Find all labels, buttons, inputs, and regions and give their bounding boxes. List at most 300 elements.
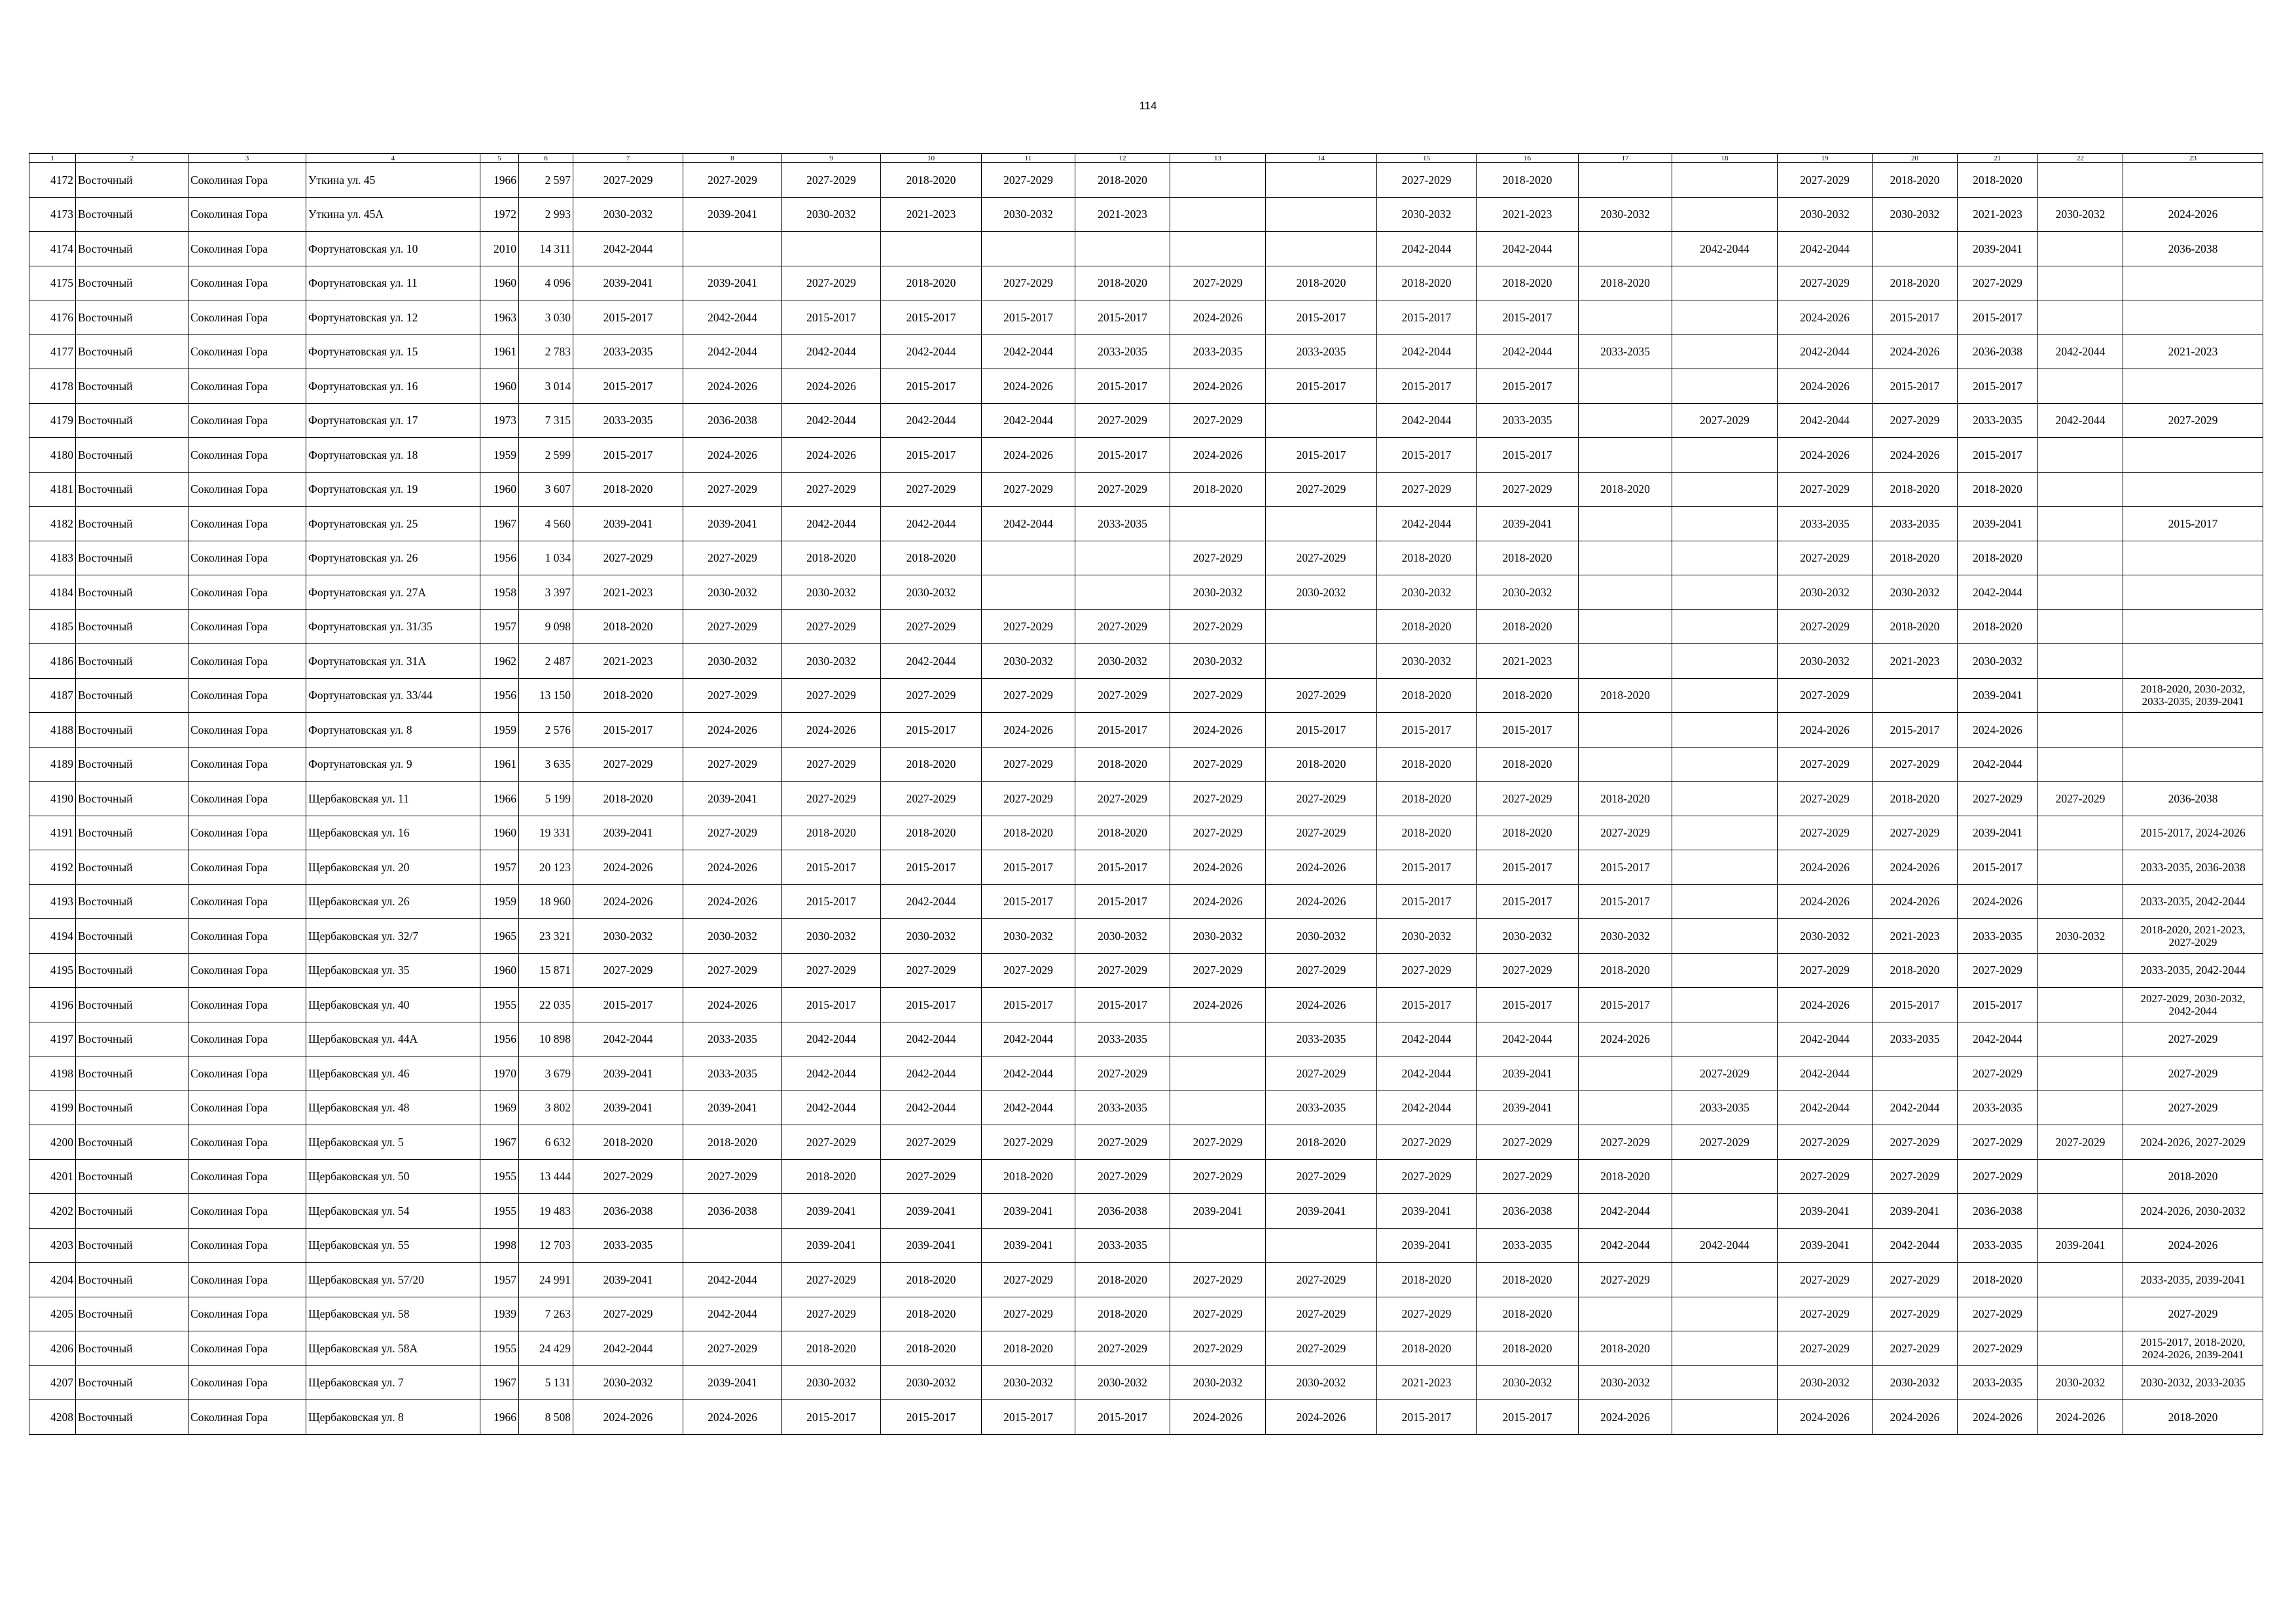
column-number-header: 10 [881,154,982,163]
table-cell: 2030-2032 [1778,644,1873,679]
column-number-header: 8 [683,154,782,163]
table-cell: 2039-2041 [683,1365,782,1400]
table-cell [2123,713,2263,748]
table-cell: 2027-2029 [782,953,881,988]
table-cell: 2027-2029 [1778,678,1873,713]
table-row [29,1159,2263,1194]
table-cell: 4176 [29,300,76,335]
table-cell [2038,1331,2123,1366]
table-cell: 2030-2032 [1075,644,1170,679]
table-row [29,1022,2263,1056]
column-number-header: 3 [188,154,306,163]
table-cell: 2018-2020 [782,1331,881,1366]
column-number-header: 22 [2038,154,2123,163]
table-cell [1873,678,1958,713]
table-cell [1672,609,1778,644]
table-cell: 2042-2044 [1579,1228,1672,1263]
table-cell: Фортунатовская ул. 31/35 [306,609,480,644]
table-cell: 2015-2017 [1477,884,1579,919]
table-cell: 2018-2020 [1873,609,1958,644]
table-cell: 2 576 [519,713,573,748]
table-cell: 2030-2032 [1579,919,1672,954]
table-cell: 2015-2017 [782,988,881,1022]
table-cell: 2039-2041 [782,1228,881,1263]
table-cell: 2033-2035 [1958,403,2038,438]
table-cell [1579,1297,1672,1331]
table-cell: 2027-2029 [1672,1125,1778,1160]
table-cell: 4 560 [519,507,573,541]
table-cell: 2027-2029 [2038,782,2123,816]
table-cell: 2 993 [519,197,573,232]
table-cell: 2015-2017 [1477,369,1579,404]
table-cell: 2015-2017 [1377,850,1477,885]
table-cell: 2042-2044 [881,1056,982,1091]
table-cell: 2042-2044 [782,1022,881,1056]
table-cell: 4204 [29,1263,76,1297]
table-cell: 2024-2026 [1266,884,1377,919]
table-cell: 2030-2032 [1778,919,1873,954]
table-cell: 2036-2038 [1958,1194,2038,1229]
table-cell: Щербаковская ул. 26 [306,884,480,919]
table-cell: 4174 [29,232,76,266]
table-cell: 1955 [480,988,519,1022]
table-cell [2038,713,2123,748]
table-cell: 2042-2044 [573,1331,683,1366]
table-cell: 2027-2029 [573,953,683,988]
table-cell: 2039-2041 [982,1194,1075,1229]
table-cell: 2024-2026 [1266,988,1377,1022]
table-cell: 2030-2032 [1170,1365,1266,1400]
table-cell: 2033-2035 [683,1056,782,1091]
table-cell: 2042-2044 [683,1263,782,1297]
table-cell: 2027-2029 [982,472,1075,507]
table-cell: Щербаковская ул. 50 [306,1159,480,1194]
table-cell [2038,609,2123,644]
table-cell [2038,369,2123,404]
table-cell: 2018-2020, 2030-2032, 2033-2035, 2039-2041 [2123,678,2263,713]
table-cell: 2015-2017 [982,850,1075,885]
table-cell: 2018-2020 [1873,266,1958,300]
table-cell: 2027-2029 [1873,1263,1958,1297]
table-cell: 2042-2044 [982,1022,1075,1056]
table-cell: 2027-2029 [1873,403,1958,438]
table-cell [1672,1194,1778,1229]
table-cell: 2039-2041 [1958,816,2038,850]
table-row [29,1125,2263,1160]
table-cell: 4194 [29,919,76,954]
table-cell [2123,438,2263,473]
table-cell: 2033-2035 [1075,334,1170,369]
table-row [29,266,2263,300]
table-cell: 2021-2023 [1958,197,2038,232]
table-cell: 2030-2032, 2033-2035 [2123,1365,2263,1400]
table-cell: 2042-2044 [2038,334,2123,369]
table-cell: 2042-2044 [1958,1022,2038,1056]
table-cell: 2027-2029 [1958,1056,2038,1091]
table-cell [2123,472,2263,507]
table-cell: 2018-2020 [1075,1263,1170,1297]
table-cell: 2042-2044 [1377,1056,1477,1091]
table-cell: 2024-2026 [1873,1400,1958,1435]
table-cell: 2042-2044 [1377,403,1477,438]
table-cell [1579,1091,1672,1125]
table-cell: 2024-2026 [573,884,683,919]
table-cell: 1939 [480,1297,519,1331]
table-cell: Соколиная Гора [188,816,306,850]
table-cell [1170,232,1266,266]
table-cell [1075,541,1170,575]
table-cell: 2018-2020 [1377,609,1477,644]
table-cell: Фортунатовская ул. 15 [306,334,480,369]
table-cell: 2015-2017 [881,713,982,748]
table-cell: 2015-2017 [1075,713,1170,748]
table-cell: 2024-2026 [683,1400,782,1435]
table-cell: 2024-2026 [1170,438,1266,473]
table-cell: 4179 [29,403,76,438]
table-cell: 14 311 [519,232,573,266]
table-cell: 2030-2032 [1377,197,1477,232]
table-cell: 2027-2029 [1266,678,1377,713]
table-cell: 2027-2029 [573,163,683,198]
table-row [29,232,2263,266]
table-cell: 2042-2044 [1579,1194,1672,1229]
table-cell: 2018-2020 [1873,782,1958,816]
table-cell: Соколиная Гора [188,1022,306,1056]
table-cell: 2027-2029 [1778,747,1873,782]
table-cell: 2024-2026 [1778,884,1873,919]
table-cell: 2027-2029 [1672,403,1778,438]
table-cell: 2015-2017, 2024-2026 [2123,816,2263,850]
table-row [29,1400,2263,1435]
table-cell: 2027-2029 [1672,1056,1778,1091]
table-cell: 2015-2017 [1266,300,1377,335]
table-cell: 2042-2044 [982,1056,1075,1091]
table-cell: 2027-2029 [1170,747,1266,782]
column-number-header: 14 [1266,154,1377,163]
table-cell: Соколиная Гора [188,403,306,438]
table-cell: 2039-2041 [683,266,782,300]
table-cell: 2015-2017 [881,300,982,335]
table-cell [2123,575,2263,610]
table-cell: 4187 [29,678,76,713]
table-cell: 2027-2029 [1778,1297,1873,1331]
table-cell [782,232,881,266]
table-cell: 2027-2029 [1266,1159,1377,1194]
table-cell: 2015-2017 [1579,988,1672,1022]
table-cell [2038,644,2123,679]
table-cell: 2039-2041 [1778,1228,1873,1263]
table-cell: 2027-2029 [982,678,1075,713]
table-cell: 2018-2020 [982,1331,1075,1366]
table-cell: Фортунатовская ул. 27А [306,575,480,610]
table-cell: 13 444 [519,1159,573,1194]
table-cell [1672,644,1778,679]
table-cell [1170,197,1266,232]
table-cell: 1960 [480,472,519,507]
table-cell: 2018-2020 [1958,163,2038,198]
table-cell [1266,197,1377,232]
table-cell: 2027-2029 [2123,1022,2263,1056]
table-cell: 2033-2035 [1778,507,1873,541]
table-row [29,884,2263,919]
table-cell: 2027-2029 [1377,472,1477,507]
table-cell: Соколиная Гора [188,334,306,369]
table-cell: 2027-2029 [982,782,1075,816]
table-cell: 2030-2032 [1778,575,1873,610]
table-cell: 2015-2017 [1477,1400,1579,1435]
table-cell: 2042-2044 [782,1091,881,1125]
table-cell: 2024-2026 [1873,438,1958,473]
table-cell: 2018-2020 [1579,678,1672,713]
table-cell: 2027-2029 [881,609,982,644]
table-cell: 2027-2029 [1778,609,1873,644]
table-cell: 2027-2029 [1477,953,1579,988]
table-cell: 2024-2026 [683,884,782,919]
table-cell: 4 096 [519,266,573,300]
table-cell: Щербаковская ул. 20 [306,850,480,885]
table-cell: 2033-2035 [683,1022,782,1056]
table-cell: 2033-2035 [1958,1365,2038,1400]
table-cell: Восточный [76,163,188,198]
table-cell: Щербаковская ул. 55 [306,1228,480,1263]
table-cell: 2027-2029 [1266,953,1377,988]
table-row [29,369,2263,404]
table-cell: 2027-2029 [683,747,782,782]
table-body [29,163,2263,1435]
table-cell [2123,747,2263,782]
table-row [29,575,2263,610]
table-cell [2123,541,2263,575]
table-cell: Соколиная Гора [188,609,306,644]
table-cell: 2042-2044 [683,300,782,335]
table-cell: 2027-2029 [782,678,881,713]
table-cell: 1959 [480,713,519,748]
table-cell: 2024-2026 [1170,1400,1266,1435]
table-cell [1579,609,1672,644]
table-cell: 2027-2029 [683,953,782,988]
table-cell: 2024-2026 [1170,713,1266,748]
table-cell: 1960 [480,816,519,850]
table-cell: 2015-2017 [782,1400,881,1435]
table-cell: 2027-2029 [1075,1056,1170,1091]
table-cell: Восточный [76,713,188,748]
table-cell [1672,1263,1778,1297]
table-cell: 2039-2041 [2038,1228,2123,1263]
table-cell: 2024-2026 [1873,334,1958,369]
table-cell: 2042-2044 [1873,1091,1958,1125]
table-cell: 2027-2029 [881,1125,982,1160]
table-cell: 2018-2020 [782,1159,881,1194]
table-cell: Соколиная Гора [188,1056,306,1091]
table-cell: 1956 [480,1022,519,1056]
table-cell: 2027-2029 [1377,1125,1477,1160]
table-cell [1170,1056,1266,1091]
table-cell: 2027-2029 [1778,266,1873,300]
table-row [29,1056,2263,1091]
table-cell: 2018-2020 [1477,163,1579,198]
table-cell: Соколиная Гора [188,1331,306,1366]
table-cell: Восточный [76,575,188,610]
table-cell: 2027-2029 [683,541,782,575]
table-cell: 2015-2017 [573,988,683,1022]
table-cell [1579,438,1672,473]
table-row [29,197,2263,232]
table-cell: 2027-2029 [2123,403,2263,438]
table-cell: 2027-2029 [1075,782,1170,816]
table-cell: 2027-2029 [1958,1331,2038,1366]
table-cell: 2027-2029 [1778,1125,1873,1160]
table-cell: 2027-2029 [2038,1125,2123,1160]
table-cell: 2030-2032 [1377,575,1477,610]
table-cell [1579,713,1672,748]
table-cell: 20 123 [519,850,573,885]
table-cell: 2015-2017 [982,988,1075,1022]
table-cell [1672,953,1778,988]
table-cell: 1960 [480,266,519,300]
table-row [29,782,2263,816]
table-cell: 2027-2029 [683,609,782,644]
table-cell [1672,816,1778,850]
table-cell: 2042-2044 [782,1056,881,1091]
table-cell [1170,163,1266,198]
table-cell [1266,232,1377,266]
table-cell: 2015-2017 [982,300,1075,335]
table-cell: 2042-2044 [1377,232,1477,266]
table-cell: 2039-2041 [1377,1194,1477,1229]
table-cell: 2042-2044 [1477,334,1579,369]
table-cell: 2027-2029 [1778,953,1873,988]
table-cell: 2015-2017 [1958,438,2038,473]
table-cell: 2042-2044 [881,1022,982,1056]
table-cell: 2027-2029 [1266,472,1377,507]
table-cell: 2030-2032 [782,197,881,232]
table-cell: Соколиная Гора [188,747,306,782]
table-cell [1672,850,1778,885]
table-cell: 2039-2041 [1873,1194,1958,1229]
table-cell: 2027-2029 [982,1297,1075,1331]
table-cell: Соколиная Гора [188,1159,306,1194]
table-cell: 4207 [29,1365,76,1400]
table-cell [1170,1228,1266,1263]
table-cell: Соколиная Гора [188,884,306,919]
table-cell: 2042-2044 [881,1091,982,1125]
table-cell: 2024-2026 [782,369,881,404]
table-cell: 2042-2044 [1377,334,1477,369]
table-cell: 2018-2020 [1579,782,1672,816]
table-cell: 2027-2029, 2030-2032, 2042-2044 [2123,988,2263,1022]
table-cell: 2018-2020 [881,266,982,300]
table-cell: Щербаковская ул. 16 [306,816,480,850]
table-cell: 2018-2020 [1075,1297,1170,1331]
table-cell: 4186 [29,644,76,679]
table-cell: Соколиная Гора [188,1091,306,1125]
table-cell: 2 599 [519,438,573,473]
column-number-header: 15 [1377,154,1477,163]
table-cell [1075,232,1170,266]
table-cell: 2015-2017 [881,369,982,404]
table-cell: 2027-2029 [2123,1297,2263,1331]
table-cell: 2027-2029 [1266,541,1377,575]
table-cell: Восточный [76,644,188,679]
table-cell: Соколиная Гора [188,369,306,404]
table-row [29,988,2263,1022]
schedule-table [29,153,2263,1435]
table-cell: Щербаковская ул. 35 [306,953,480,988]
table-cell: 2042-2044 [1778,403,1873,438]
table-cell: Уткина ул. 45 [306,163,480,198]
table-cell: 2018-2020 [1958,472,2038,507]
table-cell: 2042-2044 [1477,1022,1579,1056]
table-cell: 2021-2023 [573,644,683,679]
table-cell: 2030-2032 [1266,1365,1377,1400]
table-cell: 2018-2020 [1075,747,1170,782]
table-cell [1672,575,1778,610]
table-cell: 2027-2029 [1579,1125,1672,1160]
table-row [29,507,2263,541]
table-cell: 2018-2020 [1377,747,1477,782]
table-cell: 4183 [29,541,76,575]
column-number-header: 4 [306,154,480,163]
table-cell: 1959 [480,884,519,919]
table-cell: Уткина ул. 45А [306,197,480,232]
table-cell: 2027-2029 [782,472,881,507]
table-cell: 2018-2020 [1266,747,1377,782]
table-cell: 2027-2029 [1377,1159,1477,1194]
table-cell: Восточный [76,1125,188,1160]
table-cell: 2042-2044 [1778,1091,1873,1125]
table-row [29,1263,2263,1297]
table-cell: Фортунатовская ул. 19 [306,472,480,507]
table-cell: 2039-2041 [1170,1194,1266,1229]
column-number-header: 20 [1873,154,1958,163]
table-cell: 2027-2029 [1958,266,2038,300]
table-cell [1266,507,1377,541]
table-cell: 2036-2038 [2123,782,2263,816]
table-cell: 2024-2026 [1778,988,1873,1022]
table-cell: 2024-2026 [1958,884,2038,919]
table-cell [1266,609,1377,644]
table-cell: Восточный [76,850,188,885]
table-cell [1672,678,1778,713]
table-cell: 2033-2035 [1873,1022,1958,1056]
table-cell: 9 098 [519,609,573,644]
table-cell: 2033-2035, 2036-2038 [2123,850,2263,885]
table-cell: 2039-2041 [1266,1194,1377,1229]
table-cell: 2015-2017 [1377,988,1477,1022]
table-cell: 2027-2029 [1377,953,1477,988]
table-cell: 1961 [480,334,519,369]
table-cell: 1967 [480,1365,519,1400]
table-cell: 2042-2044 [1873,1228,1958,1263]
table-cell: 2018-2020 [881,163,982,198]
table-cell: 4184 [29,575,76,610]
table-cell: 2021-2023 [1873,644,1958,679]
table-cell [2038,266,2123,300]
table-cell: 2030-2032 [1958,644,2038,679]
page-number: 114 [1139,99,1157,112]
table-cell: 2024-2026 [683,988,782,1022]
table-cell [1672,1331,1778,1366]
table-cell: 2039-2041 [683,197,782,232]
table-cell: 2018-2020 [982,1159,1075,1194]
table-cell: Фортунатовская ул. 11 [306,266,480,300]
table-cell: 2015-2017 [573,713,683,748]
table-cell: 2018-2020 [782,541,881,575]
table-cell: 3 679 [519,1056,573,1091]
table-cell: 2027-2029 [982,1263,1075,1297]
table-cell: 2024-2026 [683,850,782,885]
table-cell: 2030-2032 [782,919,881,954]
